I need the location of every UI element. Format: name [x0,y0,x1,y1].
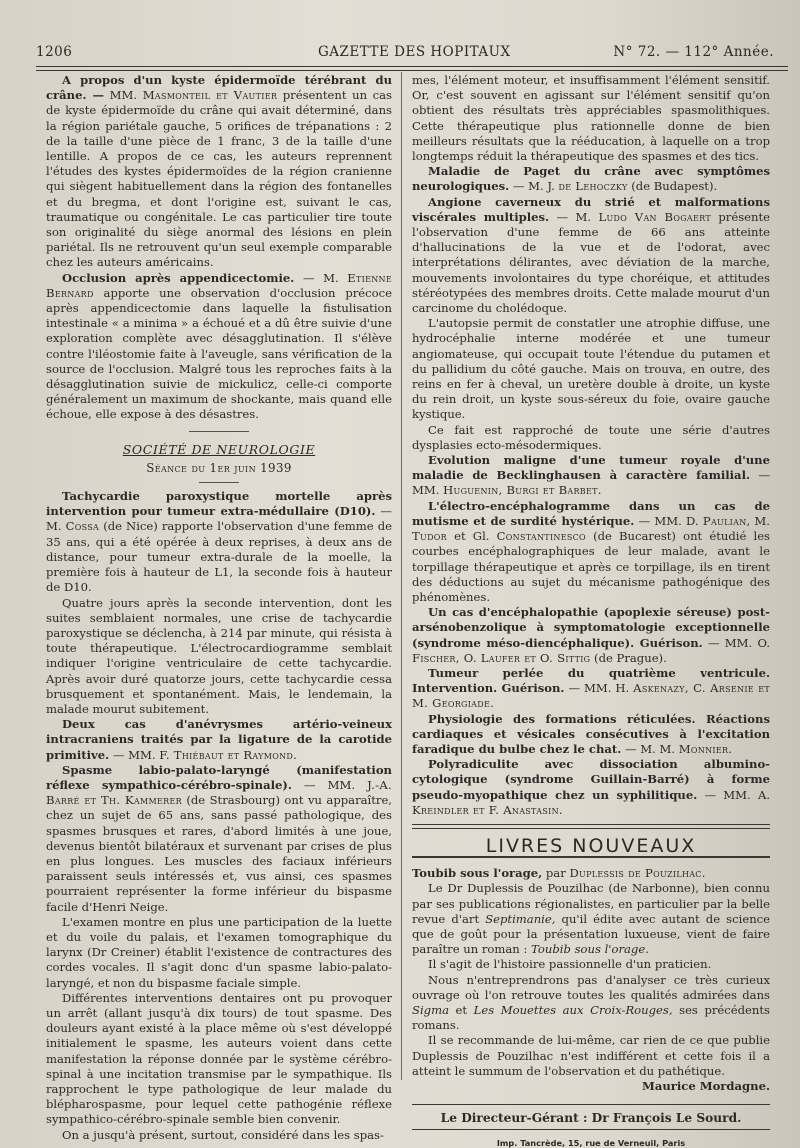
article-spasme: Spasme labio-palato-laryngé (manifestation réflexe sympathico-cérébro-spinale). — MM. J.-A. Barré et Th. Kammerer (de Strasbourg) ont vu apparaître, chez un sujet de 65 ans, sans passé pathologique, des spasmes brusques et rares, d'abord limités à une joue, devenus bientôt bilatéraux et survenant par crises de plus en plus longues. Les muscles des faciaux inférieurs paraissent seuls intéressés et, vus ainsi, ces spasmes pourraient représenter la forme inférieur du bispasme facile d'Henri Neige. [46,762,392,914]
paragraph: Quatre jours après la seconde intervention, dont les suites semblaient normales, une crise de tachycardie paroxystique se déclencha, à 214 par minute, qui résista à toute thérapeutique. L'électrocardiogramme semblait indiquer l'origine ventriculaire de cette tachycardie. Après avoir duré quatorze jours, cette tachycardie cessa brusquement et spontanément. Mais, le lendemain, la malade mourut subitement. [46,595,392,716]
paragraph: L'examen montre en plus une participation de la luette et du voile du palais, et l'examen tomographique du larynx (Dr Creiner) établit l'existence de contractures des cordes vocales. Il s'agit donc d'un spasme labio-palato-laryngé, et non du bispasme faciale simple. [46,914,392,990]
paragraph: Ce fait est rapproché de toute une série d'autres dysplasies ecto-mésodermiques. [412,422,770,452]
article-evolution: Evolution maligne d'une tumeur royale d'une maladie de Becklinghausen à caractère familial. — MM. Huguenin, Burgi et Barbet. [412,453,771,498]
signature: Maurice Mordagne. [641,1079,770,1093]
article-kyste: A propos d'un kyste épidermoïde térébrant du crâne. — MM. Masmonteil et Vautier présentent un cas de kyste épidermoïde du crâne qui avait déterminé, dans la région pariétale gauche, 5 orifices de trépanations : 2 de la taille d'une pièce de 1 franc, 3 de la taille d'une lentille. A propos de ce cas, les auteurs reprennent l'études des kystes épidermoïdes de la région cranienne qui siègent habituellement dans la région des fontanelles et du bregma, et dont l'origine est, suivant le cas, traumatique ou congénitale. Le cas particulier tire toute son originalité du siège anormal des lésions en plein pariétal. Ils ne retrouvent qu'un seul exemple comparable chez les auteurs américains. [46,73,392,270]
society-heading: SOCIÉTÉ DE NEUROLOGIE [122,441,316,457]
left-column [46,73,392,1143]
article-angione: Angione caverneux du strié et malformations viscérales multiples. — M. Ludo Van Bogaert présente l'observation d'une femme de 66 ans atteinte d'hallucinations de la vue et de l'odorat, avec interprétations délirantes, avec déviation de la marche, mouvements involontaires du type choréique, et attitudes stéréotypées des membres droits. Cette malade mourut d'un carcinome du cholédoque. [412,194,770,316]
page-header [36,40,788,64]
section-divider [189,431,249,432]
article-anevrysmes: Deux cas d'anévrysmes artério-veineux intracraniens traités par la ligature de la carotide primitive. — MM. F. Thiébaut et Raymond. [46,717,392,762]
article-encephalopathie: Un cas d'encéphalopathie (apoplexie séreuse) post-arsénobenzolique à symptomatologie exceptionnelle (syndrome méso-diencéphalique). Guérison. — MM. O. Fischer, O. Laufer et O. Sittig (de Prague). [412,605,771,665]
paragraph: L'autopsie permit de constatler une atrophie diffuse, une hydrocéphalie interne modérée et une tumeur angiomateuse, qui occupait toute l'étendue du putamen et du pallidium du côté gauche. Mais on trouva, en outre, des reins en fer à cheval, un uretère double à droite, un kyste du rein droit, un kyste sous-séreux du foie, ovaire gauche kystique. [412,316,770,422]
session-underline [199,482,239,483]
issue-number: N° 72. — 112° Année. [613,44,774,60]
section-double-rule [412,824,770,829]
paragraph: mes, l'élément moteur, et insuffisamment l'élément sensitif. Or, c'est souvent en agissant sur l'élément sensitif qu'on obtient des résultats très appréciables spasmolithiques. Cette thérapeutique plus rationnelle donne de bien meilleurs résultats que la rééducation, à laquelle on a trop longtemps réduit la thérapeutique des spasmes et des tics. [412,73,770,164]
right-column [412,73,770,1148]
livres-heading: LIVRES NOUVEAUX [412,839,770,858]
paragraph: Il se recommande de lui-même, car rien de ce que publie Duplessis de Pouzilhac n'est indifférent et cette fois il a atteint le summum de l'observation et du pathétique. [412,1033,770,1078]
paragraph: Nous n'entreprendrons pas d'analyser ce très curieux ouvrage où l'on retrouve toutes les qualités admirées dans Sigma et Les Mouettes aux Croix-Rouges, ses précédents romans. [412,972,770,1033]
paragraph: On a jusqu'à présent, surtout, considéré dans les spas- [62,1127,384,1142]
article-tumeur: Tumeur perlée du quatrième ventricule. Intervention. Guérison. — MM. H. Askenazy, C. Arsenie et M. Georgiade. [412,665,770,711]
article-eeg: L'électro-encéphalogramme dans un cas de mutisme et de surdité hystérique. — MM. D. Paulian, M. Tudor et Gl. Constantinesco (de Bucarest) ont étudié les courbes encéphalographiques de leur malade, avant le torpillage thérapeutique et après ce torpillage, ils en tirent des déductions au sujet du mécanisme pathogénique des phénomènes. [412,498,771,604]
directeur-gerant: Le Directeur-Gérant : Dr François Le Sourd. [412,1104,770,1130]
book-entry: Toubib sous l'orage, par Duplessis de Pouzilhac. [412,866,706,881]
page-number: 1206 [36,44,73,60]
article-occlusion: Occlusion après appendicectomie. — M. Etienne Bernard apporte une observation d'occlusion précoce après appendicectomie dans laquelle la fistulisation intestinale « a minima » a échoué et a dû être suivie d'une exploration complète avec désagglutination. Il s'élève contre l'iléostomie faite à l'aveugle, sans vérification de la source de l'occlusion. Malgré tous les reproches faits à la désagglutination suivie de mickulicz, celle-ci comporte généralement un maximum de shockante, mais quand elle échoue, elle expose à des désastres. [46,270,392,422]
journal-title: GAZETTE DES HOPITAUX [318,44,511,60]
imprint: Imp. Tancrède, 15, rue de Verneuil, Paris [496,1138,686,1148]
column-divider [401,72,402,1080]
spacer [412,858,770,866]
article-tachycardie: Tachycardie paroxystique mortelle après intervention pour tumeur extra-médullaire (D10). — M. Cossa (de Nice) rapporte l'observation d'une femme de 35 ans, qui a été opérée à deux reprises, à deux ans de distance, pour tumeur extra-durale de la moelle, la première fois à hauteur de L1, la seconde fois à hauteur de D10. [46,489,393,595]
paragraph: Il s'agit de l'histoire passionnelle d'un praticien. [428,957,712,972]
paragraph: Le Dr Duplessis de Pouzilhac (de Narbonne), bien connu par ses publications régionalistes, en particulier par la belle revue d'art Septimanie, qu'il édite avec autant de science que de goût pour la présentation luxueuse, vient de faire paraître un roman : Toubib sous l'orage. [412,881,771,957]
paragraph: Différentes interventions dentaires ont pu provoquer un arrêt (allant jusqu'à dix tours) de tout spasme. Des douleurs ayant existé à la place même où s'est développé initialement le spasme, les auteurs voient dans cette manifestation la réponse donnée par le système cérébro-spinal à une incitation transmise par le sympathique. Ils rapprochent le type pathologique de leur malade du blépharospasme, pour lequel cette pathogénie réflexe sympathico-cérébro-spinale semble bien convenir. [46,990,392,1127]
article-physiologie: Physiologie des formations réticulées. Réactions cardiaques et vésicales consécutives à l'excitation faradique du bulbe chez le chat. — M. M. Monnier. [412,711,770,756]
article-paget: Maladie de Paget du crâne avec symptômes neurologiques. — M. J. de Lehoczky (de Budapest). [412,164,770,194]
session-date: Séance du 1er juin 1939 [146,460,292,475]
article-polyradiculite: Polyradiculite avec dissociation albumino-cytologique (syndrome Guillain-Barré) à forme pseudo-myopathique chez un syphilitique. — MM. A. Kreindler et F. Anastasin. [412,757,771,817]
header-rule [36,66,788,71]
